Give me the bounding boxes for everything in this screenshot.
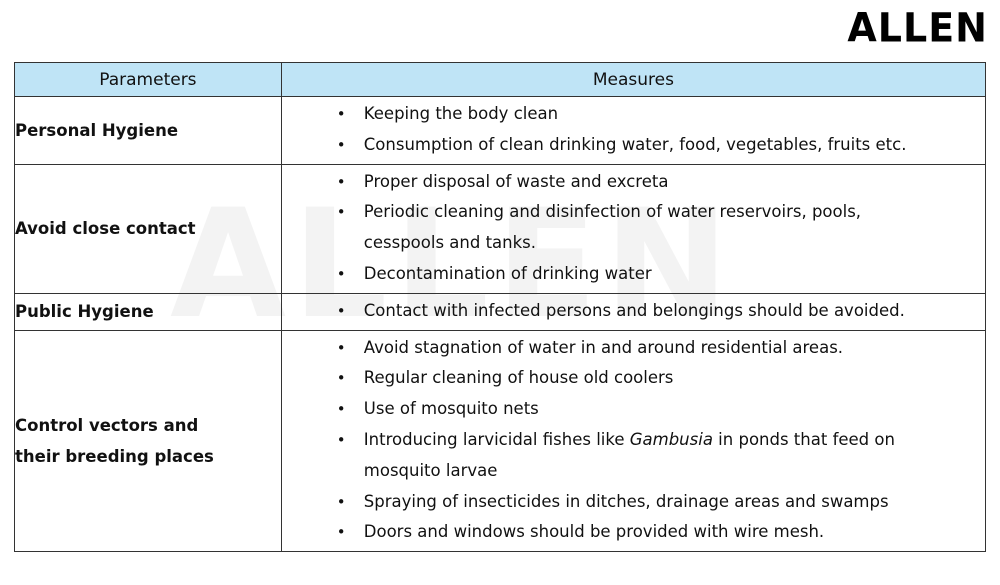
table-row — [15, 293, 986, 330]
header-parameters: Parameters — [15, 63, 282, 97]
list-item: • Proper disposal of waste and excreta — [282, 167, 985, 198]
measures-list — [282, 294, 985, 330]
measures-list — [282, 331, 985, 552]
list-item: • Decontamination of drinking water — [282, 259, 985, 290]
measures-cell — [281, 97, 985, 165]
header-measures: Measures — [281, 63, 985, 97]
parameter-cell: Public Hygiene — [15, 293, 282, 330]
measure-text-after: in ponds that feed on mosquito larvae — [363, 429, 895, 480]
table-row — [15, 164, 986, 293]
measure-text-before: Introducing larvicidal fishes like — [363, 429, 630, 449]
measures-cell — [281, 330, 985, 552]
measure-text-italic: Gambusia — [629, 429, 713, 449]
list-item: • Keeping the body clean — [282, 99, 985, 130]
allen-logo: ALLEN — [847, 4, 988, 52]
hygiene-measures-table — [14, 62, 986, 552]
table-row — [15, 330, 986, 552]
measures-cell — [281, 293, 985, 330]
measures-list — [282, 165, 985, 293]
list-item: • Use of mosquito nets — [282, 394, 985, 425]
list-item: • Doors and windows should be provided with wire mesh. — [282, 517, 985, 548]
table-row — [15, 97, 986, 165]
list-item — [282, 425, 985, 487]
parameter-cell: Personal Hygiene — [15, 97, 282, 165]
table-header-row — [15, 63, 986, 97]
list-item: • Avoid stagnation of water in and around residential areas. — [282, 333, 985, 364]
measures-list — [282, 97, 985, 164]
list-item: • Spraying of insecticides in ditches, drainage areas and swamps — [282, 487, 985, 518]
list-item: • Regular cleaning of house old coolers — [282, 363, 985, 394]
parameter-cell: Control vectors and their breeding places — [15, 330, 282, 552]
parameter-cell: Avoid close contact — [15, 164, 282, 293]
list-item: • Contact with infected persons and belongings should be avoided. — [282, 296, 985, 327]
list-item: • Periodic cleaning and disinfection of water reservoirs, pools, cesspools and tanks. — [282, 197, 985, 259]
measures-cell — [281, 164, 985, 293]
list-item: • Consumption of clean drinking water, food, vegetables, fruits etc. — [282, 130, 985, 161]
